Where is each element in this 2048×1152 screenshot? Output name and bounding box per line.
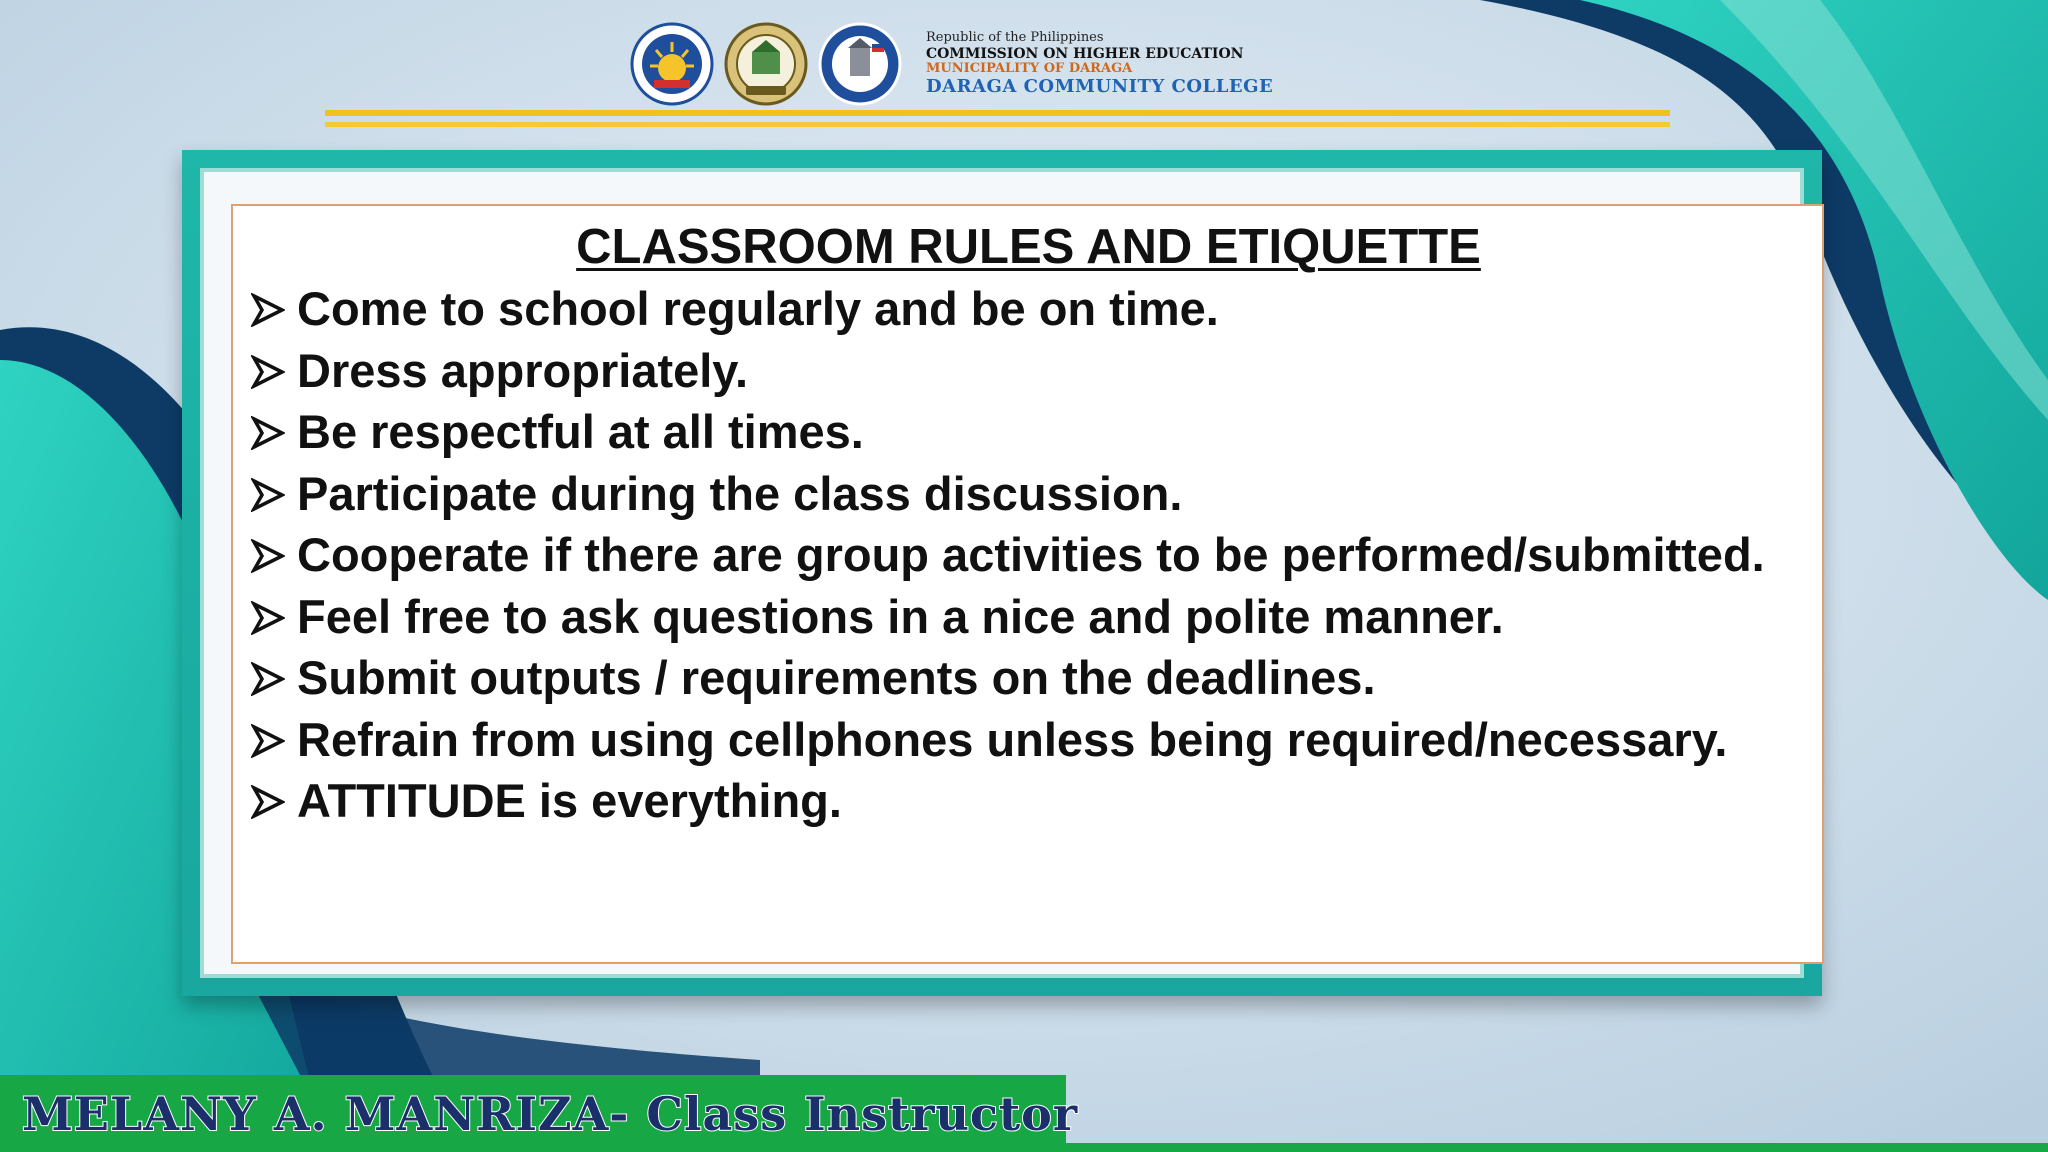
republic-text: Republic of the Philippines xyxy=(926,29,1104,45)
rule-text: Feel free to ask questions in a nice and polite manner. xyxy=(297,589,1504,643)
list-item xyxy=(251,770,1806,832)
arrow-bullet-icon xyxy=(251,539,285,573)
municipality-text: MUNICIPALITY OF DARAGA xyxy=(926,60,1133,76)
page-title: CLASSROOM RULES AND ETIQUETTE xyxy=(576,220,1481,274)
list-item xyxy=(251,463,1806,525)
rules-panel xyxy=(231,204,1824,964)
college-seal-icon xyxy=(818,22,902,106)
ched-seal-icon xyxy=(630,22,714,106)
header-text xyxy=(926,31,1273,98)
college-text: DARAGA COMMUNITY COLLEGE xyxy=(926,75,1274,97)
arrow-bullet-icon xyxy=(251,478,285,512)
arrow-bullet-icon xyxy=(251,601,285,635)
rule-text: Dress appropriately. xyxy=(297,343,749,397)
rule-text: Refrain from using cellphones unless being required/necessary. xyxy=(297,712,1728,766)
rule-text: Be respectful at all times. xyxy=(297,405,864,458)
list-item xyxy=(251,340,1806,402)
list-item xyxy=(251,647,1806,709)
rule-text: Participate during the class discussion. xyxy=(297,466,1183,520)
list-item xyxy=(251,524,1806,586)
arrow-bullet-icon xyxy=(251,724,285,758)
header-divider-1 xyxy=(325,110,1670,116)
ched-text: COMMISSION ON HIGHER EDUCATION xyxy=(926,45,1244,62)
header-divider-2 xyxy=(325,122,1670,127)
list-item xyxy=(251,278,1806,340)
list-item xyxy=(251,586,1806,648)
header xyxy=(630,18,1273,110)
arrow-bullet-icon xyxy=(251,662,285,696)
instructor-bar xyxy=(0,1075,1079,1152)
rule-text: Submit outputs / requirements on the deadlines. xyxy=(297,651,1376,704)
list-item xyxy=(251,709,1806,771)
arrow-bullet-icon xyxy=(251,785,285,819)
instructor-name: MELANY A. MANRIZA- Class Instructor xyxy=(22,1086,1079,1141)
arrow-bullet-icon xyxy=(251,355,285,389)
list-item xyxy=(251,401,1806,463)
municipality-seal-icon xyxy=(724,22,808,106)
rule-text: Cooperate if there are group activities to be performed/submitted. xyxy=(297,528,1765,581)
arrow-bullet-icon xyxy=(251,416,285,450)
rule-text: ATTITUDE is everything. xyxy=(297,774,842,827)
rule-text: Come to school regularly and be on time. xyxy=(297,282,1219,335)
rules-list xyxy=(251,278,1806,832)
arrow-bullet-icon xyxy=(251,293,285,327)
bottom-strip xyxy=(1066,1143,2048,1152)
